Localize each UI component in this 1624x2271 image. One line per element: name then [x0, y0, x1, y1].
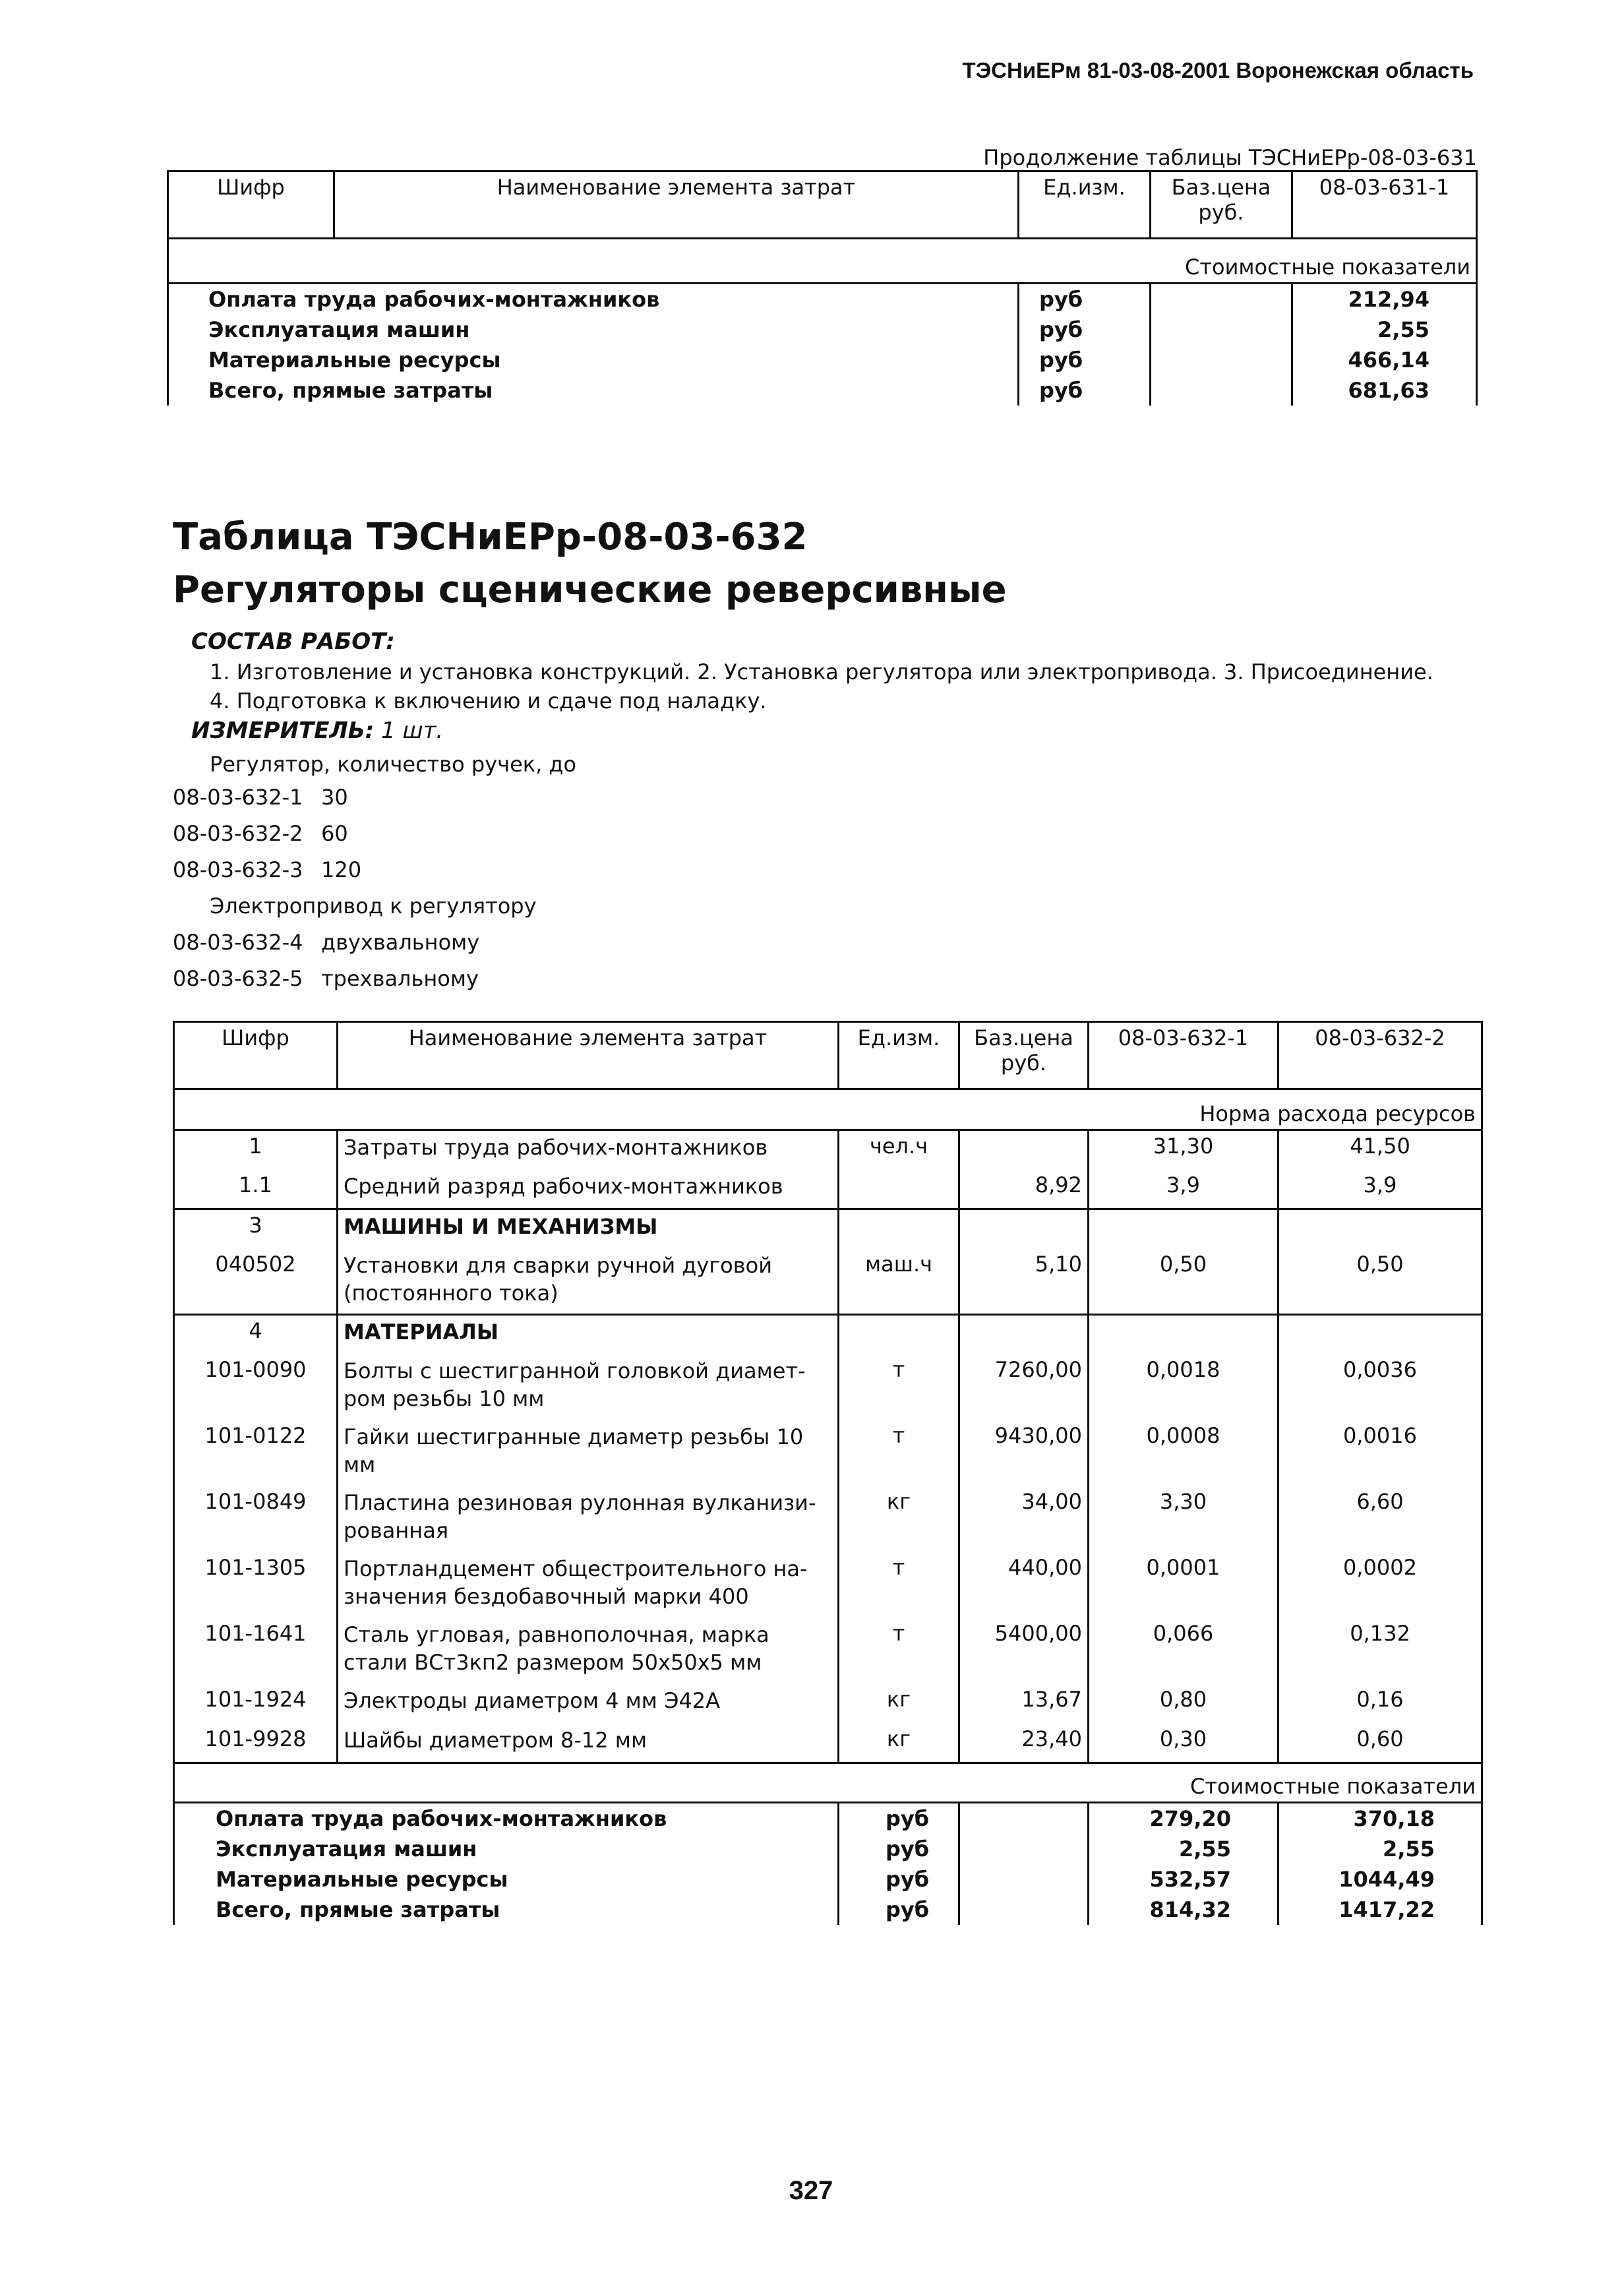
item-row [173, 930, 537, 966]
cost-row [174, 1803, 1482, 1834]
row-price: 5,10 [959, 1249, 1089, 1315]
row-code: 101-1641 [174, 1618, 338, 1684]
resource-row [174, 1170, 1482, 1209]
row-value-2: 3,9 [1278, 1170, 1482, 1209]
item-code: 08-03-632-4 [173, 930, 303, 955]
row-code: 101-0090 [174, 1354, 338, 1420]
cost-row-unit: руб [1019, 375, 1151, 406]
row-price: 9430,00 [959, 1420, 1089, 1486]
cont-col-code1: 08-03-631-1 [1292, 171, 1477, 239]
row-value-2 [1278, 1209, 1482, 1249]
row-name: МАШИНЫ И МЕХАНИЗМЫ [338, 1209, 839, 1249]
cost-row [174, 1894, 1482, 1925]
resource-row [174, 1209, 1482, 1249]
row-name: Гайки шестигранные диаметр резьбы 10 мм [338, 1420, 839, 1486]
row-code: 3 [174, 1209, 338, 1249]
cont-col-name: Наименование элемента затрат [334, 171, 1019, 239]
row-value-1: 0,0018 [1089, 1354, 1278, 1420]
item-row [173, 821, 537, 857]
cost-row-price [1151, 284, 1292, 315]
row-value-1: 0,30 [1089, 1724, 1278, 1763]
row-price: 13,67 [959, 1684, 1089, 1724]
cost-row-value-2: 2,55 [1278, 1834, 1482, 1864]
cost-row-price [959, 1864, 1089, 1894]
cost-label: Стоимостные показатели [174, 1763, 1482, 1803]
row-code: 101-1305 [174, 1552, 338, 1618]
row-name: Средний разряд рабочих-монтажников [338, 1170, 839, 1209]
row-name: Шайбы диаметром 8-12 мм [338, 1724, 839, 1763]
col-unit: Ед.изм. [839, 1022, 959, 1089]
resource-row [174, 1354, 1482, 1420]
row-value-2: 41,50 [1278, 1130, 1482, 1170]
cost-row-unit: руб [1019, 315, 1151, 345]
row-code: 101-9928 [174, 1724, 338, 1763]
col-price: Баз.цена руб. [959, 1022, 1089, 1089]
item-code: 08-03-632-5 [173, 966, 303, 991]
row-unit [839, 1170, 959, 1209]
row-unit: т [839, 1618, 959, 1684]
item-code: 08-03-632-1 [173, 785, 303, 810]
cost-row [174, 1834, 1482, 1864]
cost-row-unit: руб [839, 1803, 959, 1834]
row-value-2: 0,50 [1278, 1249, 1482, 1315]
row-unit: маш.ч [839, 1249, 959, 1315]
item-code: 08-03-632-3 [173, 857, 303, 882]
cost-row-unit: руб [1019, 284, 1151, 315]
row-price: 34,00 [959, 1486, 1089, 1552]
row-unit: кг [839, 1486, 959, 1552]
row-price [959, 1315, 1089, 1354]
works-label: СОСТАВ РАБОТ: [191, 628, 395, 655]
cost-row-name: Материальные ресурсы [174, 1864, 839, 1894]
cost-row-value-1: 532,57 [1089, 1864, 1278, 1894]
col-code: Шифр [174, 1022, 338, 1089]
resource-row [174, 1420, 1482, 1486]
cost-row-name: Материальные ресурсы [168, 345, 1019, 375]
cost-row-value: 681,63 [1292, 375, 1477, 406]
cost-row-value-2: 1044,49 [1278, 1864, 1482, 1894]
cost-row-price [959, 1894, 1089, 1925]
cost-row-price [959, 1834, 1089, 1864]
row-price: 440,00 [959, 1552, 1089, 1618]
row-code: 101-1924 [174, 1684, 338, 1724]
row-value-2: 0,16 [1278, 1684, 1482, 1724]
row-value-1 [1089, 1209, 1278, 1249]
row-code: 101-0122 [174, 1420, 338, 1486]
cost-row-value-2: 1417,22 [1278, 1894, 1482, 1925]
page-number: 327 [789, 2176, 833, 2205]
row-code: 4 [174, 1315, 338, 1354]
row-code: 101-0849 [174, 1486, 338, 1552]
cost-row-value: 2,55 [1292, 315, 1477, 345]
cost-row-unit: руб [839, 1834, 959, 1864]
continuation-table [167, 170, 1478, 406]
row-unit [839, 1315, 959, 1354]
row-value-2: 0,0016 [1278, 1420, 1482, 1486]
cost-row-price [1151, 345, 1292, 375]
cost-row-price [1151, 375, 1292, 406]
row-name: Установки для сварки ручной дуговой (постоянного тока) [338, 1249, 839, 1315]
cost-row-name: Всего, прямые затраты [168, 375, 1019, 406]
cost-row-unit: руб [839, 1864, 959, 1894]
document-header: ТЭСНиЕРм 81-03-08-2001 Воронежская область [962, 58, 1474, 82]
resource-row [174, 1618, 1482, 1684]
item-value: трехвальному [321, 966, 479, 991]
row-value-1 [1089, 1315, 1278, 1354]
row-value-1: 3,30 [1089, 1486, 1278, 1552]
cost-row [168, 284, 1477, 315]
cost-row-name: Всего, прямые затраты [174, 1894, 839, 1925]
cont-col-unit: Ед.изм. [1019, 171, 1151, 239]
row-price: 7260,00 [959, 1354, 1089, 1420]
row-value-2: 0,132 [1278, 1618, 1482, 1684]
row-unit: т [839, 1354, 959, 1420]
row-unit: т [839, 1552, 959, 1618]
row-price [959, 1209, 1089, 1249]
row-value-1: 31,30 [1089, 1130, 1278, 1170]
resource-table [173, 1021, 1483, 1925]
row-value-1: 0,50 [1089, 1249, 1278, 1315]
row-value-1: 0,80 [1089, 1684, 1278, 1724]
row-name: Портландцемент общестроительного на-значения бездобавочный марки 400 [338, 1552, 839, 1618]
row-name: Сталь угловая, равнополочная, марка стали ВСт3кп2 размером 50х50х5 мм [338, 1618, 839, 1684]
cost-row [168, 345, 1477, 375]
row-unit: чел.ч [839, 1130, 959, 1170]
row-unit: кг [839, 1684, 959, 1724]
resource-row [174, 1724, 1482, 1763]
cost-row [168, 375, 1477, 406]
items-list [173, 785, 537, 1002]
resource-row [174, 1249, 1482, 1315]
cost-row-value: 466,14 [1292, 345, 1477, 375]
cost-row-unit: руб [839, 1894, 959, 1925]
item-value: 60 [321, 821, 348, 846]
group-drive: Электропривод к регулятору [210, 893, 537, 919]
item-row [173, 966, 537, 1002]
row-value-2: 6,60 [1278, 1486, 1482, 1552]
row-name: Затраты труда рабочих-монтажников [338, 1130, 839, 1170]
row-name: МАТЕРИАЛЫ [338, 1315, 839, 1354]
col-c1: 08-03-632-1 [1089, 1022, 1278, 1089]
cost-row-name: Эксплуатация машин [174, 1834, 839, 1864]
row-value-1: 0,066 [1089, 1618, 1278, 1684]
cost-row-value: 212,94 [1292, 284, 1477, 315]
resource-row [174, 1486, 1482, 1552]
cost-row-name: Оплата труда рабочих-монтажников [174, 1803, 839, 1834]
row-price: 5400,00 [959, 1618, 1089, 1684]
norm-label: Норма расхода ресурсов [174, 1089, 1482, 1130]
row-unit: т [839, 1420, 959, 1486]
row-value-2 [1278, 1315, 1482, 1354]
row-value-1: 0,0001 [1089, 1552, 1278, 1618]
cost-row-name: Оплата труда рабочих-монтажников [168, 284, 1019, 315]
cost-row-price [959, 1803, 1089, 1834]
works-line-2: 4. Подготовка к включению и сдаче под наладку. [210, 688, 767, 713]
row-name: Болты с шестигранной головкой диамет-ром резьбы 10 мм [338, 1354, 839, 1420]
row-price: 23,40 [959, 1724, 1089, 1763]
cost-row [174, 1864, 1482, 1894]
item-row [173, 785, 537, 821]
resource-row [174, 1130, 1482, 1170]
table-title: Таблица ТЭСНиЕРр-08-03-632 [173, 516, 808, 559]
row-unit: кг [839, 1724, 959, 1763]
cont-section-label: Стоимостные показатели [168, 239, 1477, 284]
cost-row-value-2: 370,18 [1278, 1803, 1482, 1834]
item-value: 30 [321, 785, 348, 810]
row-code: 1.1 [174, 1170, 338, 1209]
meter-line [191, 717, 443, 744]
cost-row-value-1: 814,32 [1089, 1894, 1278, 1925]
item-value: двухвальному [321, 930, 480, 955]
row-value-1: 0,0008 [1089, 1420, 1278, 1486]
table-subtitle: Регуляторы сценические реверсивные [173, 568, 1007, 611]
resource-row [174, 1552, 1482, 1618]
row-value-2: 0,0002 [1278, 1552, 1482, 1618]
group-regulator: Регулятор, количество ручек, до [210, 752, 577, 777]
works-line-1: 1. Изготовление и установка конструкций. 2. Установка регулятора или электропривода. 3. Присоединение. [210, 659, 1433, 684]
cost-row-value-1: 2,55 [1089, 1834, 1278, 1864]
row-price: 8,92 [959, 1170, 1089, 1209]
row-name: Электроды диаметром 4 мм Э42А [338, 1684, 839, 1724]
col-name: Наименование элемента затрат [338, 1022, 839, 1089]
row-value-2: 0,0036 [1278, 1354, 1482, 1420]
row-name: Пластина резиновая рулонная вулканизи-рованная [338, 1486, 839, 1552]
cont-col-price: Баз.цена руб. [1151, 171, 1292, 239]
cont-col-code: Шифр [168, 171, 334, 239]
cost-row-name: Эксплуатация машин [168, 315, 1019, 345]
row-unit [839, 1209, 959, 1249]
row-value-2: 0,60 [1278, 1724, 1482, 1763]
cost-row-value-1: 279,20 [1089, 1803, 1278, 1834]
item-code: 08-03-632-2 [173, 821, 303, 846]
cost-row-unit: руб [1019, 345, 1151, 375]
item-row [173, 857, 537, 893]
continuation-label: Продолжение таблицы ТЭСНиЕРр-08-03-631 [983, 145, 1477, 170]
col-c2: 08-03-632-2 [1278, 1022, 1482, 1089]
row-value-1: 3,9 [1089, 1170, 1278, 1209]
resource-row [174, 1684, 1482, 1724]
row-price [959, 1130, 1089, 1170]
row-code: 1 [174, 1130, 338, 1170]
meter-value: 1 шт. [381, 717, 444, 744]
meter-label: ИЗМЕРИТЕЛЬ: [191, 717, 375, 744]
item-value: 120 [321, 857, 362, 882]
row-code: 040502 [174, 1249, 338, 1315]
cost-row-price [1151, 315, 1292, 345]
resource-row [174, 1315, 1482, 1354]
cost-row [168, 315, 1477, 345]
